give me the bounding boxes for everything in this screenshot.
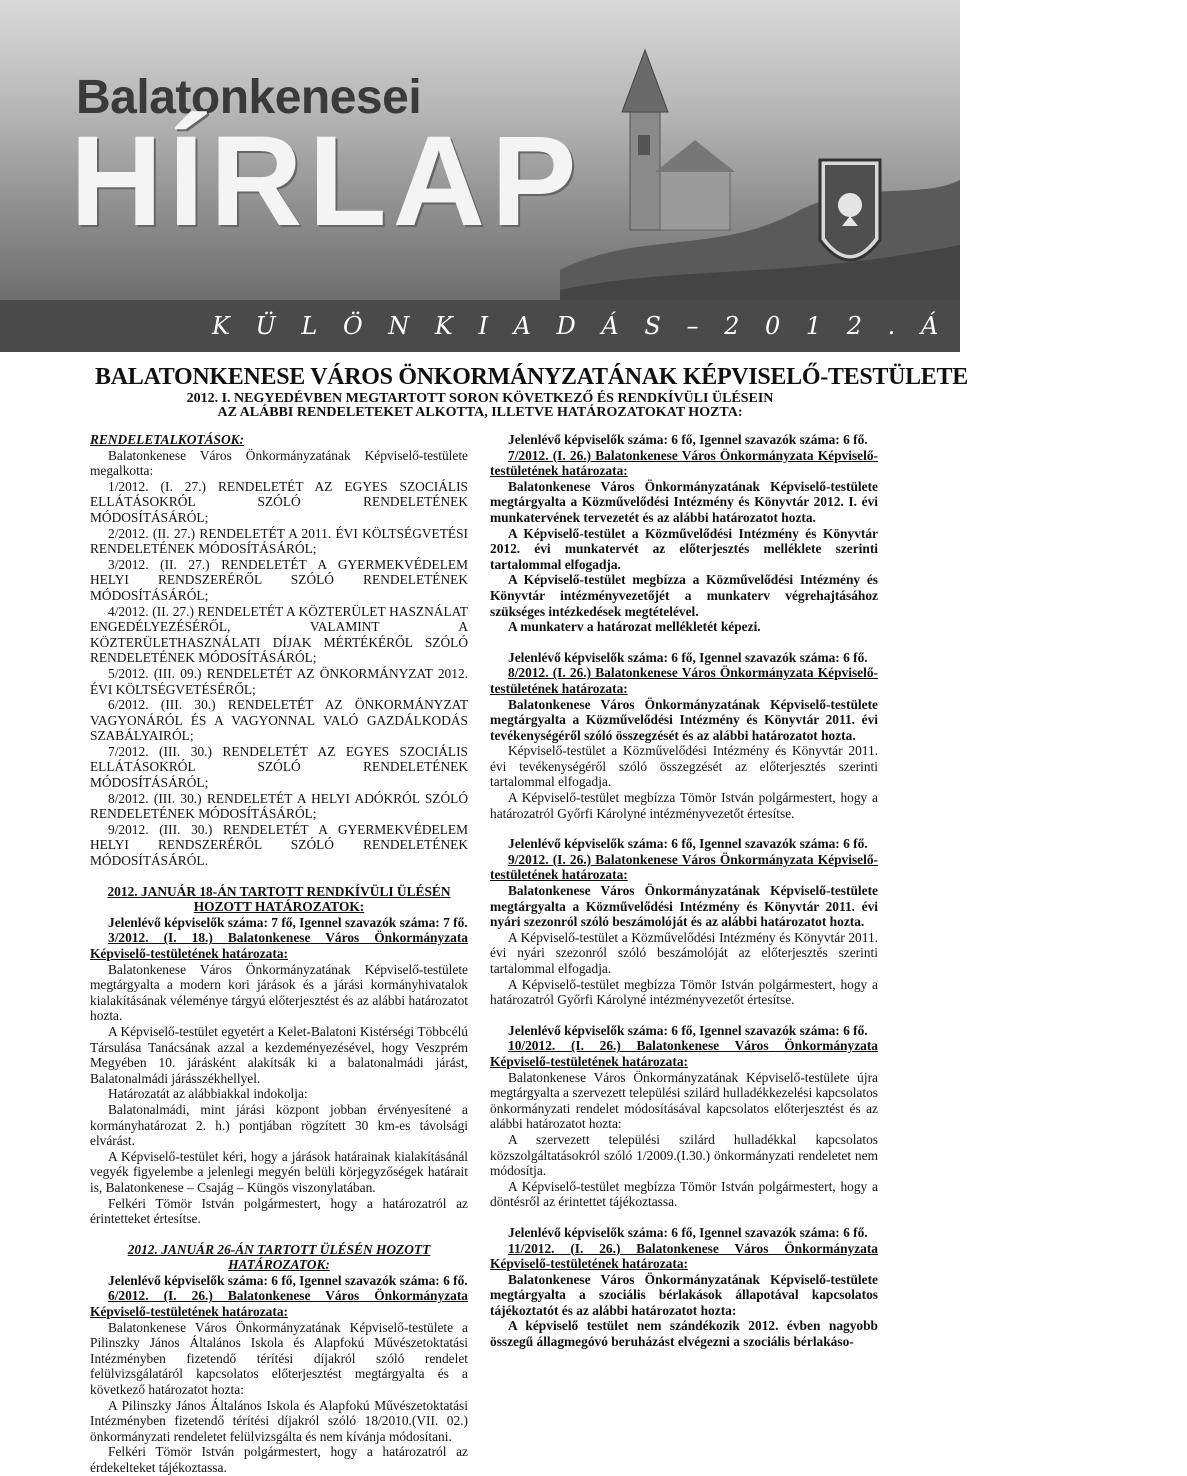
masthead-subtitle: Balatonkenesei <box>76 71 422 124</box>
resolution-9-para: A Képviselő-testület a Közművelődési Intézmény és Könyvtár 2011. évi nyári szezonról szóló beszámolóját az előterjesztés szerinti tartalommal elfogadja. <box>490 929 878 976</box>
jan18-present: Jelenlévő képviselők száma: 7 fő, Igennel szavazók száma: 7 fő. <box>108 914 468 930</box>
present-count: Jelenlévő képviselők száma: 6 fő, Igennel szavazók száma: 6 fő. <box>508 649 868 665</box>
rendelet-item: 2/2012. (II. 27.) RENDELETÉT A 2011. ÉVI KÖLTSÉGVETÉSI RENDELETÉNEK MÓDOSÍTÁSÁRÓL; <box>90 525 468 557</box>
left-column <box>90 432 468 1476</box>
resolution-7-bold: Balatonkenese Város Önkormányzatának Képviselő-testülete megtárgyalta a Közművelődési Intézmény és Könyvtár 2012. I. évi munkatervének tervezetét és az alábbi határozatot hozta. <box>490 478 878 525</box>
present-count: Jelenlévő képviselők száma: 6 fő, Igennel szavazók száma: 6 fő. <box>508 432 868 447</box>
rendelet-item: 8/2012. (III. 30.) RENDELETÉT A HELYI ADÓKRÓL SZÓLÓ RENDELETÉNEK MÓDOSÍTÁSÁRÓL; <box>90 790 468 822</box>
resolution-6-para: Balatonkenese Város Önkormányzatának Képviselő-testülete a Pilinszky János Általános Iskola és Alapfokú Művészetoktatási Intézményben fizetendő térítési díjakról szóló rendelet felülvizsgálatáról kapcsolatos előterjesztést megtárgyalta és a következő határozatot hozta: <box>90 1319 468 1398</box>
resolution-8-para: A Képviselő-testület megbízza Tömör István polgármestert, hogy a határozatról Győrfi Károlyné intézményvezetőt értesítse. <box>490 790 878 821</box>
resolution-10-title: 10/2012. (I. 26.) Balatonkenese Város Önkormányzata Képviselő-testületének határozata: <box>490 1038 878 1069</box>
jan26-heading: 2012. JANUÁR 26-ÁN TARTOTT ÜLÉSÉN HOZOTT HATÁROZATOK: <box>127 1241 431 1273</box>
resolution-3-para: Felkéri Tömör István polgármestert, hogy a határozatról az érintetteket értesítse. <box>90 1195 468 1227</box>
resolution-7-para: A munkaterv a határozat mellékletét képezi. <box>508 619 761 635</box>
resolution-8-bold: Balatonkenese Város Önkormányzatának Képviselő-testülete megtárgyalta a Közművelődési Intézmény és Könyvtár 2011. évi tevékenységéről szóló összegzését és az alábbi határozatot hozta. <box>490 696 878 743</box>
jan26-present: Jelenlévő képviselők száma: 6 fő, Igennel szavazók száma: 6 fő. <box>108 1272 468 1288</box>
resolution-7-para: A Képviselő-testület a Közművelődési Intézmény és Könyvtár 2012. évi munkatervét az előterjesztés melléklete szerinti tartalommal elfogadja. <box>490 525 878 572</box>
masthead-scene-illustration <box>560 40 960 300</box>
special-edition-banner <box>0 300 1187 352</box>
resolution-11-title: 11/2012. (I. 26.) Balatonkenese Város Önkormányzata Képviselő-testületének határozata: <box>490 1240 878 1272</box>
rendelet-item: 1/2012. (I. 27.) RENDELETÉT AZ EGYES SZOCIÁLIS ELLÁTÁSOKRÓL SZÓLÓ RENDELETÉNEK MÓDOSÍTÁSÁRÓL; <box>90 478 468 525</box>
masthead <box>0 0 960 300</box>
resolution-10-para: A szervezett települési szilárd hulladékkal kapcsolatos közszolgáltatásokról szóló 1/2009.(I.30.) önkormányzati rendeletet nem módosítja. <box>490 1131 878 1179</box>
resolution-7-para: A Képviselő-testület megbízza a Közművelődési Intézmény és Könyvtár intézményvezetőjét a munkaterv végrehajtásához szükséges intézkedések megtételével. <box>490 572 878 619</box>
resolution-9-title: 9/2012. (I. 26.) Balatonkenese Város Önkormányzata Képviselő-testületének határozata: <box>490 851 878 883</box>
subheading-line-1: 2012. I. NEGYEDÉVBEN MEGTARTOTT SORON KÖVETKEZŐ ÉS RENDKÍVÜLI ÜLÉSEIN <box>186 391 774 406</box>
special-edition-text: K Ü L Ö N K I A D Á S – 2 0 1 2 . Á P R I L I S <box>212 312 1187 340</box>
resolution-7-title: 7/2012. (I. 26.) Balatonkenese Város Önkormányzata Képviselő-testületének határozata: <box>490 447 878 479</box>
main-heading: BALATONKENESE VÁROS ÖNKORMÁNYZATÁNAK KÉPVISELŐ-TESTÜLETE <box>95 364 968 390</box>
resolution-3-title: 3/2012. (I. 18.) Balatonkenese Város Önkormányzata Képviselő-testületének határozata: <box>90 930 468 961</box>
resolution-9-bold: Balatonkenese Város Önkormányzatának Képviselő-testülete megtárgyalta a Közművelődési Intézmény és Könyvtár 2011. évi nyári szezonról szóló beszámolóját és az alábbi határozatot hozta. <box>490 883 878 930</box>
resolution-8-para: Képviselő-testület a Közművelődési Intézmény és Könyvtár 2011. évi tevékenységéről szóló összegzését az előterjesztés szerinti tartalommal elfogadja. <box>490 743 878 790</box>
present-count: Jelenlévő képviselők száma: 6 fő, Igennel szavazók száma: 6 fő. <box>508 1224 868 1240</box>
right-column <box>490 432 878 1350</box>
rendelet-item: 6/2012. (III. 30.) RENDELETÉT AZ ÖNKORMÁNYZAT VAGYONÁRÓL ÉS A VAGYONNAL VALÓ GAZDÁLKODÁS SZABÁLYAIRÓL; <box>90 697 468 744</box>
resolution-3-para: Balatonkenese Város Önkormányzatának Képviselő-testülete megtárgyalta a modern kori járások és a járási kormányhivatalok kialakításának véleménye tárgyú előterjesztést és az alábbi határozatot hozta. <box>90 961 468 1024</box>
resolution-10-para: A Képviselő-testület megbízza Tömör István polgármestert, hogy a döntésről az érintettet tájékoztassa. <box>490 1178 878 1210</box>
rendelet-item: 5/2012. (III. 09.) RENDELETÉT AZ ÖNKORMÁNYZAT 2012. ÉVI KÖLTSÉGVETÉSÉRŐL; <box>90 665 468 697</box>
jan18-heading: 2012. JANUÁR 18-ÁN TARTOTT RENDKÍVÜLI ÜLÉSÉN HOZOTT HATÁROZATOK: <box>107 883 451 915</box>
resolution-3-para: A Képviselő-testület egyetért a Kelet-Balatoni Kistérségi Többcélú Társulása Tanácsának azzal a kezdeményezésével, hogy Veszprém Megyében 10. járásként alakítsák ki a balatonalmádi járást, Balatonalmádi járásszékhellyel. <box>90 1023 468 1086</box>
resolution-3-para: A Képviselő-testület kéri, hogy a járások határainak kialakításánál vegyék figyelembe a jelenlegi megyén belüli körjegyzőségek határait is, Balatonkenese – Csajág – Küngös viszonylatában. <box>90 1148 468 1195</box>
resolution-3-para: Határozatát az alábbiakkal indokolja: <box>108 1086 308 1102</box>
rendelet-item: 7/2012. (III. 30.) RENDELETÉT AZ EGYES SZOCIÁLIS ELLÁTÁSOKRÓL SZÓLÓ RENDELETÉNEK MÓDOSÍTÁSÁRÓL; <box>90 743 468 791</box>
rendeletalkotasok-heading: RENDELETALKOTÁSOK: <box>90 432 245 447</box>
resolution-11-bold: Balatonkenese Város Önkormányzatának Képviselő-testülete megtárgyalta a szociális bérlakások állapotával kapcsolatos tájékoztatót és az alábbi határozatot hozta: <box>490 1271 878 1318</box>
resolution-9-para: A Képviselő-testület megbízza Tömör István polgármestert, hogy a határozatról Győrfi Károlyné intézményvezetőt értesítse. <box>490 976 878 1008</box>
resolution-8-title: 8/2012. (I. 26.) Balatonkenese Város Önkormányzata Képviselő-testületének határozata: <box>490 665 878 696</box>
resolution-10-para: Balatonkenese Város Önkormányzatának Képviselő-testülete újra megtárgyalta a szervezett települési szilárd hulladékkezelési kapcsolatos önkormányzati rendelet módosításával kapcsolatos előterjesztést és az alábbi határozatot hozta: <box>490 1069 878 1132</box>
present-count: Jelenlévő képviselők száma: 6 fő, Igennel szavazók száma: 6 fő. <box>508 836 868 852</box>
rendeletalkotasok-intro: Balatonkenese Város Önkormányzatának Képviselő-testülete megalkotta: <box>90 447 468 479</box>
present-count: Jelenlévő képviselők száma: 6 fő, Igennel szavazók száma: 6 fő. <box>508 1022 868 1038</box>
resolution-3-para: Balatonalmádi, mint járási központ jobban érvényesítené a kormányhatározat 2. h.) pontjában rögzített 30 km-es távolsági elvárást. <box>90 1101 468 1149</box>
rendelet-item: 9/2012. (III. 30.) RENDELETÉT A GYERMEKVÉDELEM HELYI RENDSZERÉRŐL SZÓLÓ RENDELETÉNEK MÓDOSÍTÁSÁRÓL. <box>90 821 468 869</box>
resolution-6-para: A Pilinszky János Általános Iskola és Alapfokú Művészetoktatási Intézményben fizetendő térítési díjakról szóló 18/2010.(VII. 02.) önkormányzati rendeletet felülvizsgálta és nem kívánja módosítani. <box>90 1397 468 1444</box>
masthead-title: HÍRLAP <box>70 110 583 253</box>
rendelet-item: 4/2012. (II. 27.) RENDELETÉT A KÖZTERÜLET HASZNÁLAT ENGEDÉLYEZÉSÉRŐL, VALAMINT A KÖZTERÜLETHASZNÁLATI DÍJAK MÉRTÉKÉRŐL SZÓLÓ RENDELETÉNEK MÓDOSÍTÁSÁRÓL; <box>90 603 468 666</box>
resolution-11-tail: A képviselő testület nem szándékozik 2012. évben nagyobb összegű állagmegóvó beruházást elvégezni a szociális bérlakáso- <box>490 1318 878 1350</box>
resolution-6-para: Felkéri Tömör István polgármestert, hogy a határozatról az érdekelteket tájékoztassa. <box>90 1444 468 1475</box>
subheading-line-2: AZ ALÁBBI RENDELETEKET ALKOTTA, ILLETVE HATÁROZATOKAT HOZTA: <box>217 405 743 420</box>
resolution-6-title: 6/2012. (I. 26.) Balatonkenese Város Önkormányzata Képviselő-testületének határozata: <box>90 1288 468 1320</box>
rendelet-item: 3/2012. (II. 27.) RENDELETÉT A GYERMEKVÉDELEM HELYI RENDSZERÉRŐL SZÓLÓ RENDELETÉNEK MÓDOSÍTÁSÁRÓL; <box>90 556 468 603</box>
